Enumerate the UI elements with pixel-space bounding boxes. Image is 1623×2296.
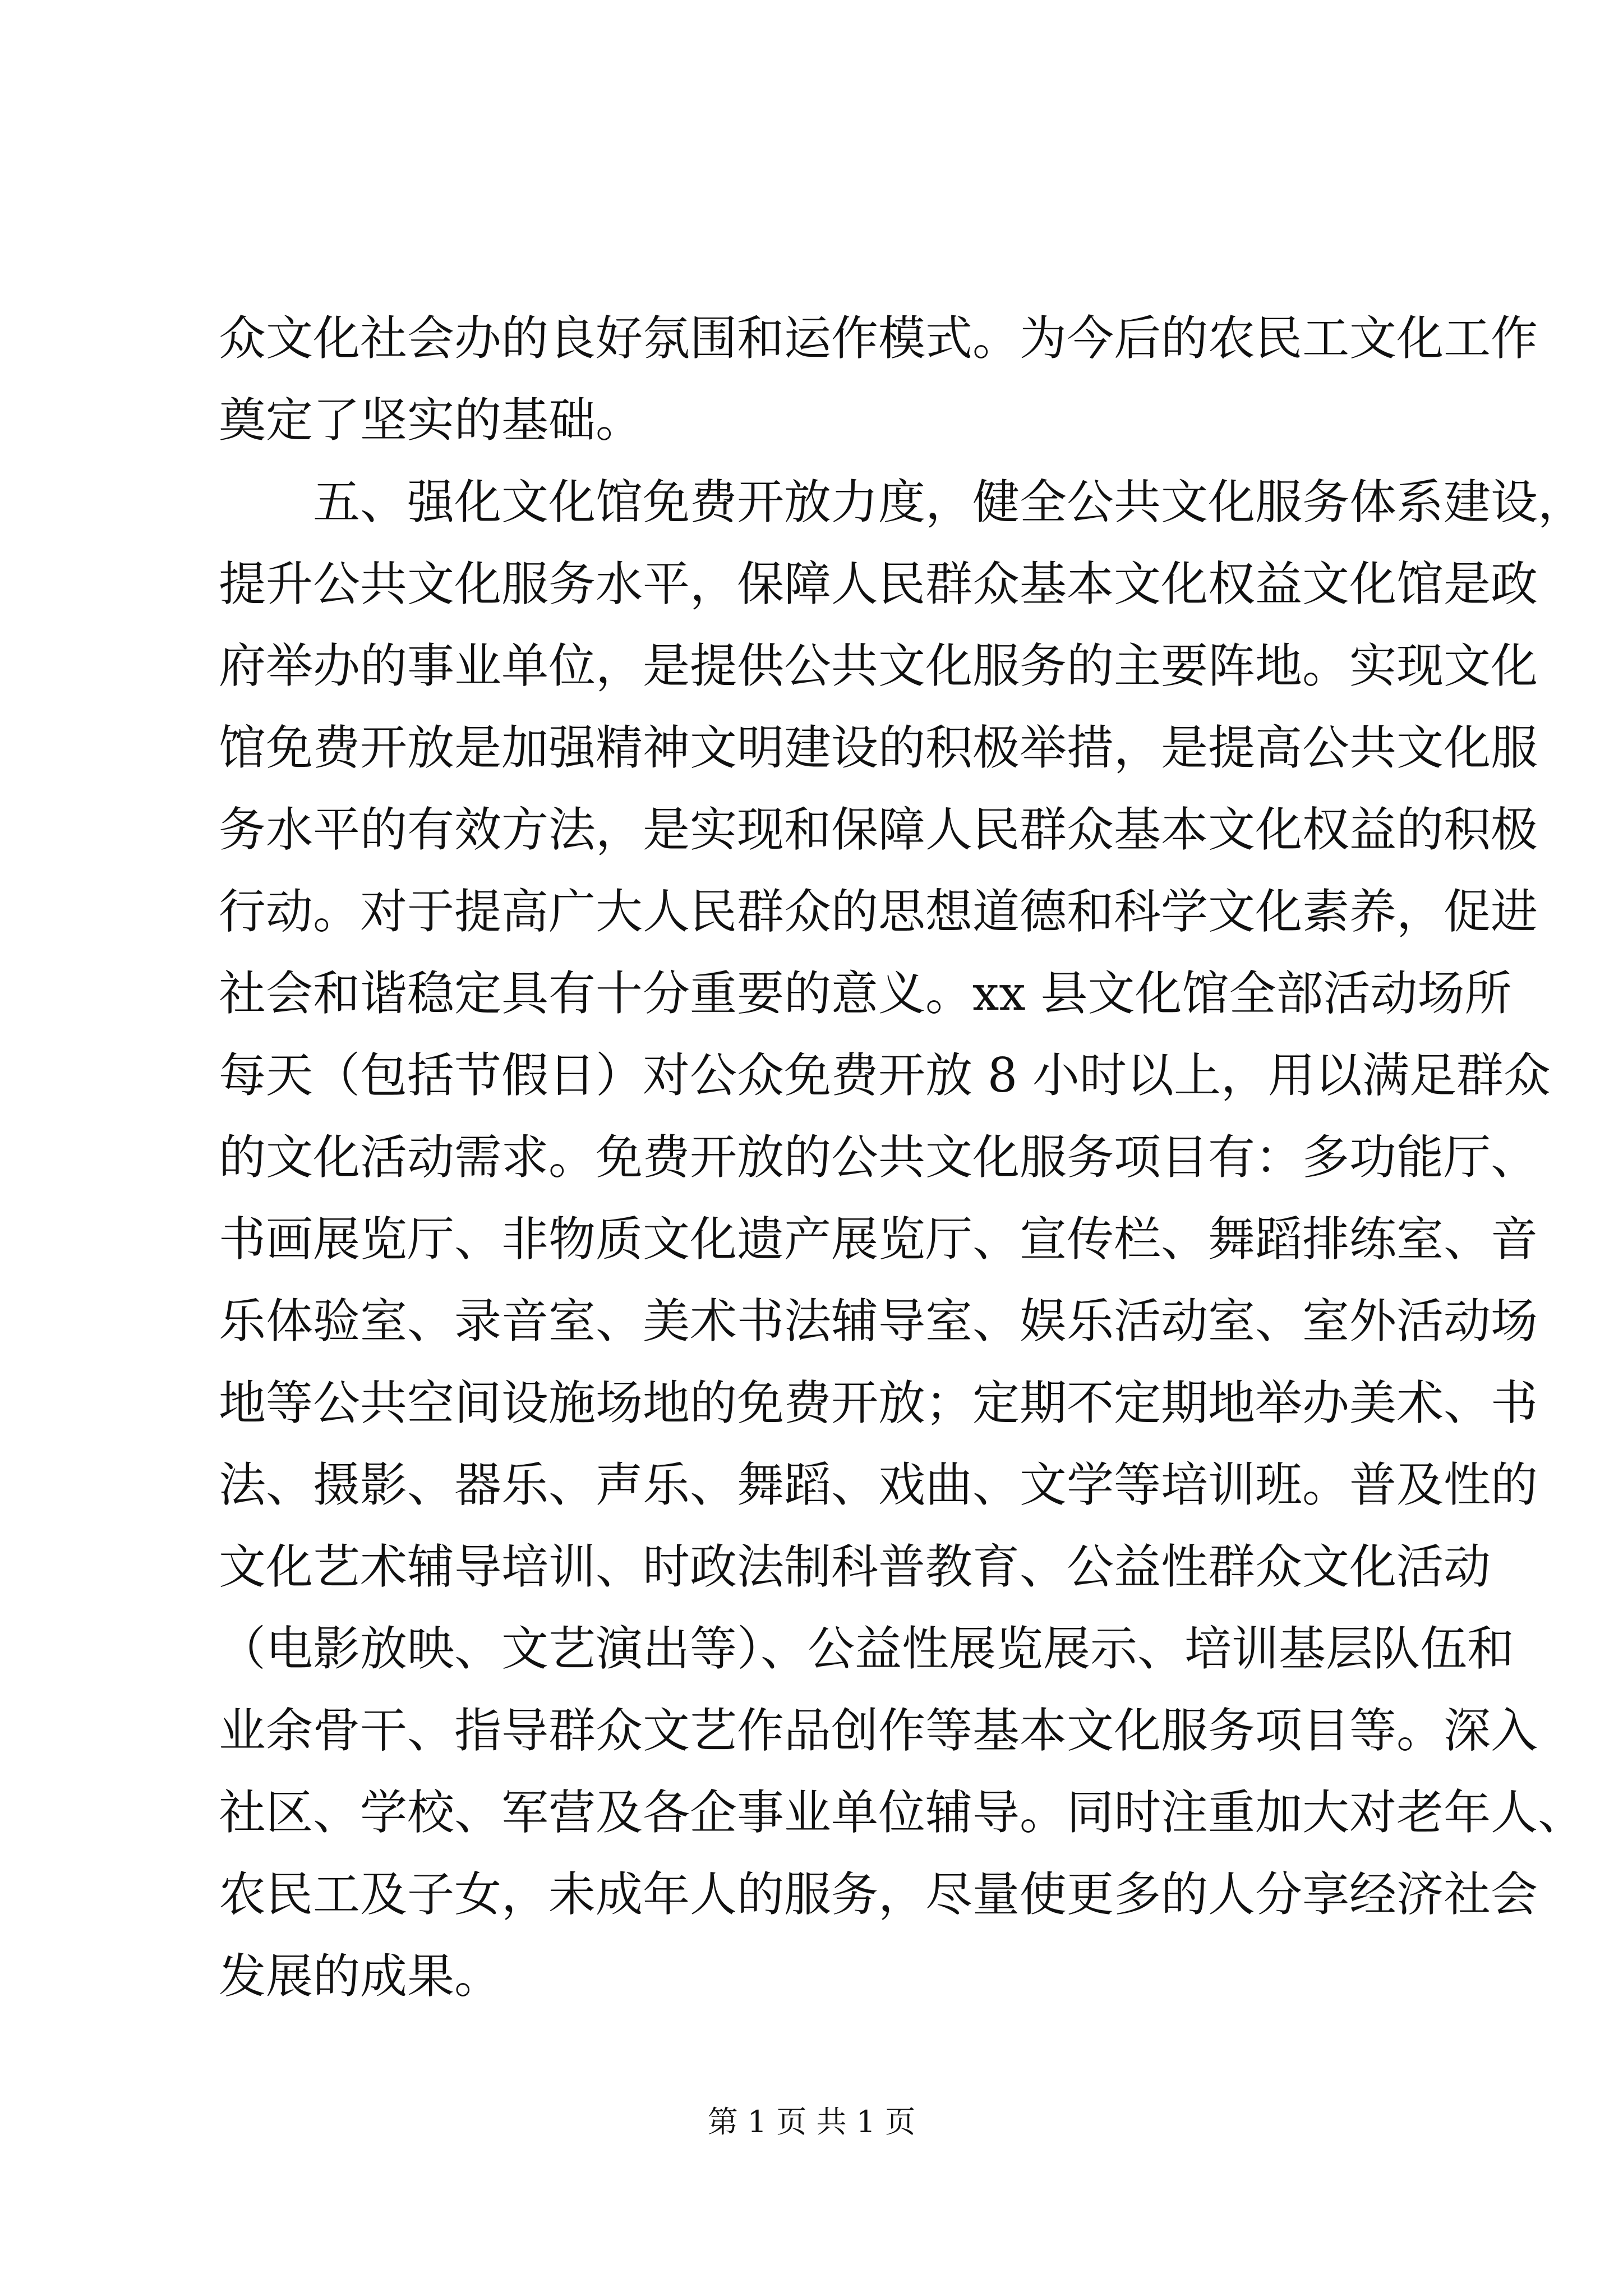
text-line: 提升公共文化服务水平，保障人民群众基本文化权益文化馆是政 (219, 556, 1538, 611)
text-line: 地等公共空间设施场地的免费开放；定期不定期地举办美术、书 (219, 1375, 1538, 1430)
page-footer: 第 1 页 共 1 页 (707, 2104, 916, 2139)
text-line: 发展的成果。 (219, 1949, 502, 2004)
text-line: （电影放映、文艺演出等）、公益性展览展示、培训基层队伍和 (219, 1621, 1515, 1676)
text-line: 的文化活动需求。免费开放的公共文化服务项目有：多功能厅、 (219, 1130, 1538, 1185)
text-line: 务水平的有效方法，是实现和保障人民群众基本文化权益的积极 (219, 802, 1538, 857)
text-line: 书画展览厅、非物质文化遗产展览厅、宣传栏、舞蹈排练室、音 (219, 1212, 1538, 1267)
text-line: 文化艺术辅导培训、时政法制科普教育、公益性群众文化活动 (219, 1539, 1491, 1594)
text-line: 法、摄影、器乐、声乐、舞蹈、戏曲、文学等培训班。普及性的 (219, 1457, 1538, 1512)
paragraph-2 (219, 461, 1585, 2017)
text-line: 众文化社会办的良好氛围和运作模式。为今后的农民工文化工作 (219, 311, 1538, 366)
text-line: 行动。对于提高广大人民群众的思想道德和科学文化素养，促进 (219, 884, 1538, 939)
text-line: 馆免费开放是加强精神文明建设的积极举措，是提高公共文化服 (219, 720, 1538, 775)
text-line: 乐体验室、录音室、美术书法辅导室、娱乐活动室、室外活动场 (219, 1294, 1538, 1349)
document-body (219, 297, 1585, 2017)
text-line: 农民工及子女，未成年人的服务，尽量使更多的人分享经济社会 (219, 1867, 1538, 1922)
paragraph-1 (219, 297, 1538, 461)
text-line: 社区、学校、军营及各企事业单位辅导。同时注重加大对老年人、 (219, 1785, 1585, 1840)
text-line: 社会和谐稳定具有十分重要的意义。xx 县文化馆全部活动场所 (219, 966, 1512, 1021)
text-line: 每天（包括节假日）对公众免费开放 8 小时以上，用以满足群众 (219, 1048, 1551, 1103)
text-line: 业余骨干、指导群众文艺作品创作等基本文化服务项目等。深入 (219, 1703, 1538, 1758)
text-line: 奠定了坚实的基础。 (219, 393, 643, 448)
text-line: 府举办的事业单位，是提供公共文化服务的主要阵地。实现文化 (219, 638, 1538, 693)
text-line: 五、强化文化馆免费开放力度，健全公共文化服务体系建设， (313, 475, 1585, 530)
